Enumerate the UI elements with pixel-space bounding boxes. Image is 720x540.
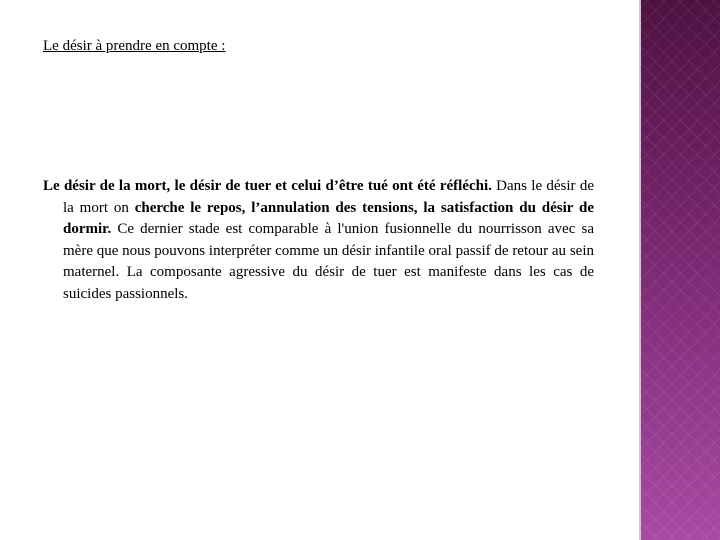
body-bold-lead: Le désir de la mort, le désir de tuer et celui d’être tué ont été réfléchi. <box>43 178 492 194</box>
decorative-side-bar <box>641 0 720 540</box>
body-text-1: Dans le désir de la mort on <box>63 178 595 216</box>
slide-body-paragraph <box>43 176 594 305</box>
body-text-2: Ce dernier stade est comparable à l'union fusionnelle du nourrisson avec sa mère que nous pouvons interpréter comme un désir infantile oral passif de retour au sein maternel. La composante agressive du désir de tuer est manifeste dans les cas de suicides passionnels. <box>63 221 594 302</box>
slide-heading: Le désir à prendre en compte : <box>43 38 226 54</box>
body-bold-emphasis: cherche le repos, l’annulation des tensions, la satisfaction du désir de dormir. <box>63 199 594 237</box>
